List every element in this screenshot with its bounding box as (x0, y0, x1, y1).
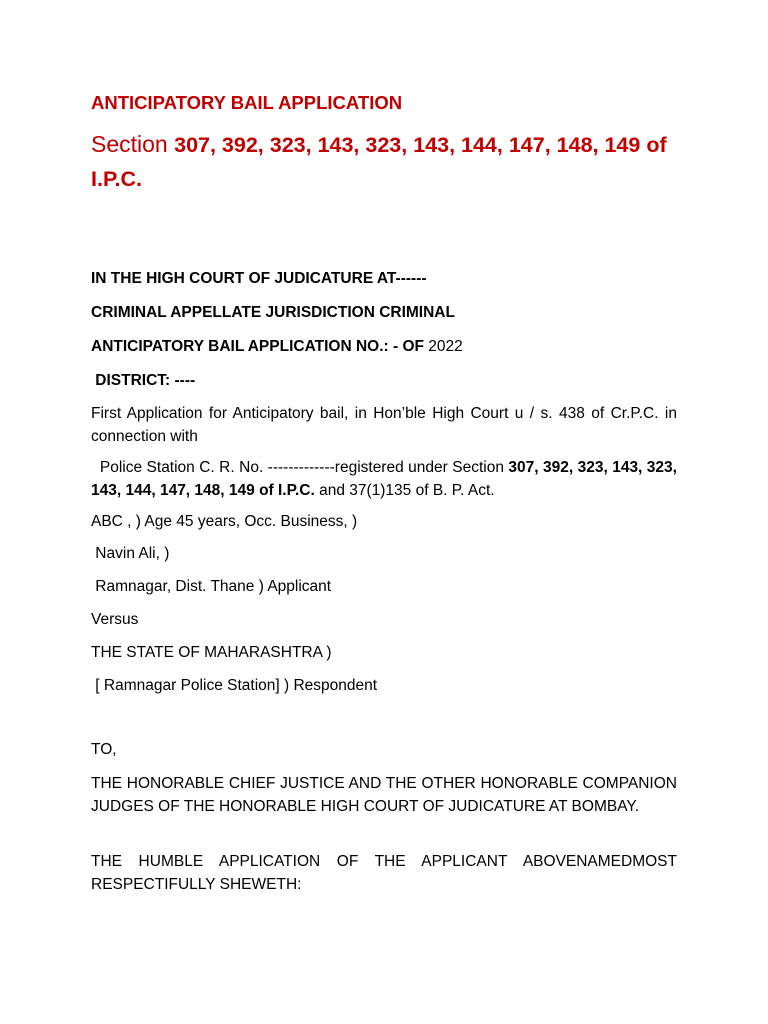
section-prefix: Section (91, 131, 175, 157)
applicant-line-1: ABC , ) Age 45 years, Occ. Business, ) (91, 513, 358, 530)
to-label: TO, (91, 741, 117, 758)
section-list: 307, 392, 323, 143, 323, 143, 144, 147, 148, 149 of I.P.C. (91, 133, 667, 191)
respondent-line-1: THE STATE OF MAHARASHTRA ) (91, 644, 332, 661)
section-heading (91, 128, 711, 196)
first-application-paragraph: First Application for Anticipatory bail, in Hon’ble High Court u / s. 438 of Cr.P.C. in connection with (91, 405, 677, 445)
jurisdiction-heading: CRIMINAL APPELLATE JURISDICTION CRIMINAL (91, 304, 455, 321)
humble-application-paragraph: THE HUMBLE APPLICATION OF THE APPLICANT ABOVENAMEDMOST RESPECTIFULLY SHEWETH: (91, 853, 677, 893)
respondent-line-2: [ Ramnagar Police Station] ) Respondent (91, 677, 378, 694)
applicant-line-2: Navin Ali, ) (91, 545, 170, 562)
versus-label: Versus (91, 611, 139, 628)
application-number-label: ANTICIPATORY BAIL APPLICATION NO.: - OF (91, 338, 429, 355)
application-number-heading (91, 338, 463, 356)
police-suffix: and 37(1)135 of B. P. Act. (314, 482, 495, 499)
district-heading: DISTRICT: ---- (91, 372, 196, 389)
police-sections: 307, 392, 323, 143, 323, 143, 144, 147, 148, 149 of I.P.C. (91, 459, 677, 499)
addressee-paragraph: THE HONORABLE CHIEF JUSTICE AND THE OTHER HONORABLE COMPANION JUDGES OF THE HONORABLE HIGH COURT OF JUDICATURE AT BOMBAY. (91, 775, 677, 815)
police-station-paragraph (91, 456, 677, 502)
police-prefix: Police Station C. R. No. -------------registered under Section (91, 459, 509, 476)
court-heading: IN THE HIGH COURT OF JUDICATURE AT------ (91, 270, 427, 287)
application-year: 2022 (428, 338, 463, 355)
applicant-line-3: Ramnagar, Dist. Thane ) Applicant (91, 578, 332, 595)
document-title: ANTICIPATORY BAIL APPLICATION (91, 92, 403, 113)
